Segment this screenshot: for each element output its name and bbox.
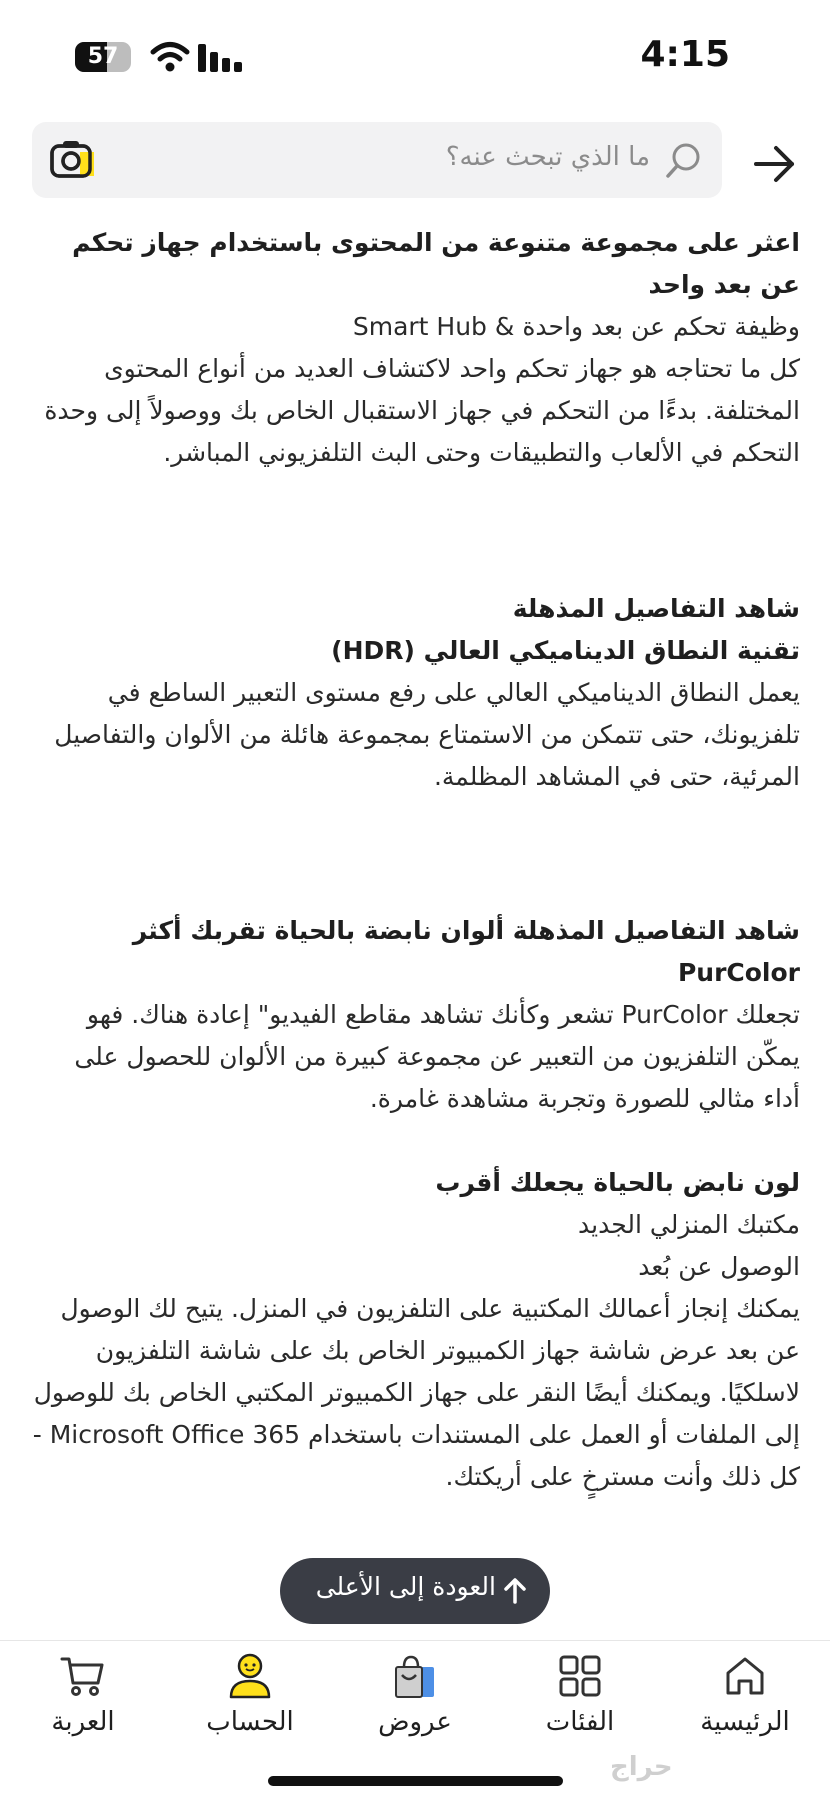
product-description	[30, 222, 800, 1498]
section-heading: شاهد التفاصيل المذهلة	[512, 594, 800, 623]
nav-label-home: الرئيسية	[700, 1707, 790, 1737]
section-heading: شاهد التفاصيل المذهلة ألوان نابضة بالحياة تقربك أكثر PurColor	[132, 916, 800, 987]
status-time: 4:15	[640, 34, 730, 75]
back-to-top-label: العودة إلى الأعلى	[315, 1572, 496, 1601]
home-icon	[720, 1651, 770, 1701]
back-arrow-icon[interactable]	[752, 142, 796, 186]
section-subheading: مكتبك المنزلي الجديد	[578, 1210, 800, 1239]
section-body: تجعلك PurColor تشعر وكأنك تشاهد مقاطع الفيديو" إعادة هناك. فهو يمكّن التلفزيون من التعبير عن مجموعة كبيرة من الألوان للحصول على أداء مثالي للصورة وتجربة مشاهدة غامرة.	[74, 1000, 800, 1113]
grid-icon	[555, 1651, 605, 1701]
section-heading: لون نابض بالحياة يجعلك أقرب	[435, 1168, 800, 1197]
battery-level: 57	[87, 44, 119, 69]
watermark-logo: حراج	[610, 1752, 673, 1782]
arrow-up-icon	[502, 1578, 528, 1604]
section-heading: تقنية النطاق الديناميكي العالي (HDR)	[331, 636, 800, 665]
nav-label-cart: العربة	[51, 1707, 115, 1737]
section-body: يمكنك إنجاز أعمالك المكتبية على التلفزيون في المنزل. يتيح لك الوصول عن بعد عرض شاشة جهاز الكمبيوتر الخاص بك على شاشة التلفزيون لاسلكيًا. ويمكنك أيضًا النقر على جهاز الكمبيوتر المكتبي الخاص بك للوصول إلى الملفات أو العمل على المستندات باستخدام Microsoft Office 365 - كل ذلك وأنت مسترخٍ على أريكتك.	[32, 1294, 800, 1491]
search-bar[interactable]	[32, 122, 722, 198]
nav-label-offers: عروض	[378, 1707, 452, 1737]
nav-item-categories[interactable]	[505, 1641, 655, 1761]
section-subheading: وظيفة تحكم عن بعد واحدة & Smart Hub	[352, 312, 800, 341]
section-subheading: الوصول عن بُعد	[638, 1252, 800, 1281]
section-body: يعمل النطاق الديناميكي العالي على رفع مستوى التعبير الساطع في تلفزيونك، حتى تتمكن من الاستمتاع بمجموعة هائلة من الألوان والتفاصيل المرئية، حتى في المشاهد المظلمة.	[54, 678, 800, 791]
shopping-bag-icon	[390, 1651, 440, 1701]
search-icon	[664, 140, 704, 180]
nav-label-categories: الفئات	[545, 1707, 615, 1737]
status-bar	[0, 0, 830, 110]
nav-label-account: الحساب	[206, 1707, 294, 1737]
nav-item-offers[interactable]	[340, 1641, 490, 1761]
battery-icon	[75, 42, 131, 72]
user-icon	[225, 1651, 275, 1701]
camera-search-icon[interactable]	[50, 138, 98, 182]
nav-item-cart[interactable]	[8, 1641, 158, 1761]
home-indicator	[268, 1776, 563, 1786]
back-to-top-button[interactable]	[280, 1558, 550, 1624]
cellular-signal-icon	[198, 42, 246, 72]
search-input[interactable]: ما الذي تبحث عنه؟	[445, 142, 650, 172]
wifi-icon	[150, 40, 190, 74]
section-heading: اعثر على مجموعة متنوعة من المحتوى باستخدام جهاز تحكم عن بعد واحد	[72, 228, 800, 299]
section-body: كل ما تحتاجه هو جهاز تحكم واحد لاكتشاف العديد من أنواع المحتوى المختلفة. بدءًا من التحكم في جهاز الاستقبال الخاص بك ووصولاً إلى وحدة التحكم في الألعاب والتطبيقات وحتى البث التلفزيوني المباشر.	[44, 354, 800, 467]
cart-icon	[58, 1651, 108, 1701]
nav-item-account[interactable]	[175, 1641, 325, 1761]
nav-item-home[interactable]	[670, 1641, 820, 1761]
